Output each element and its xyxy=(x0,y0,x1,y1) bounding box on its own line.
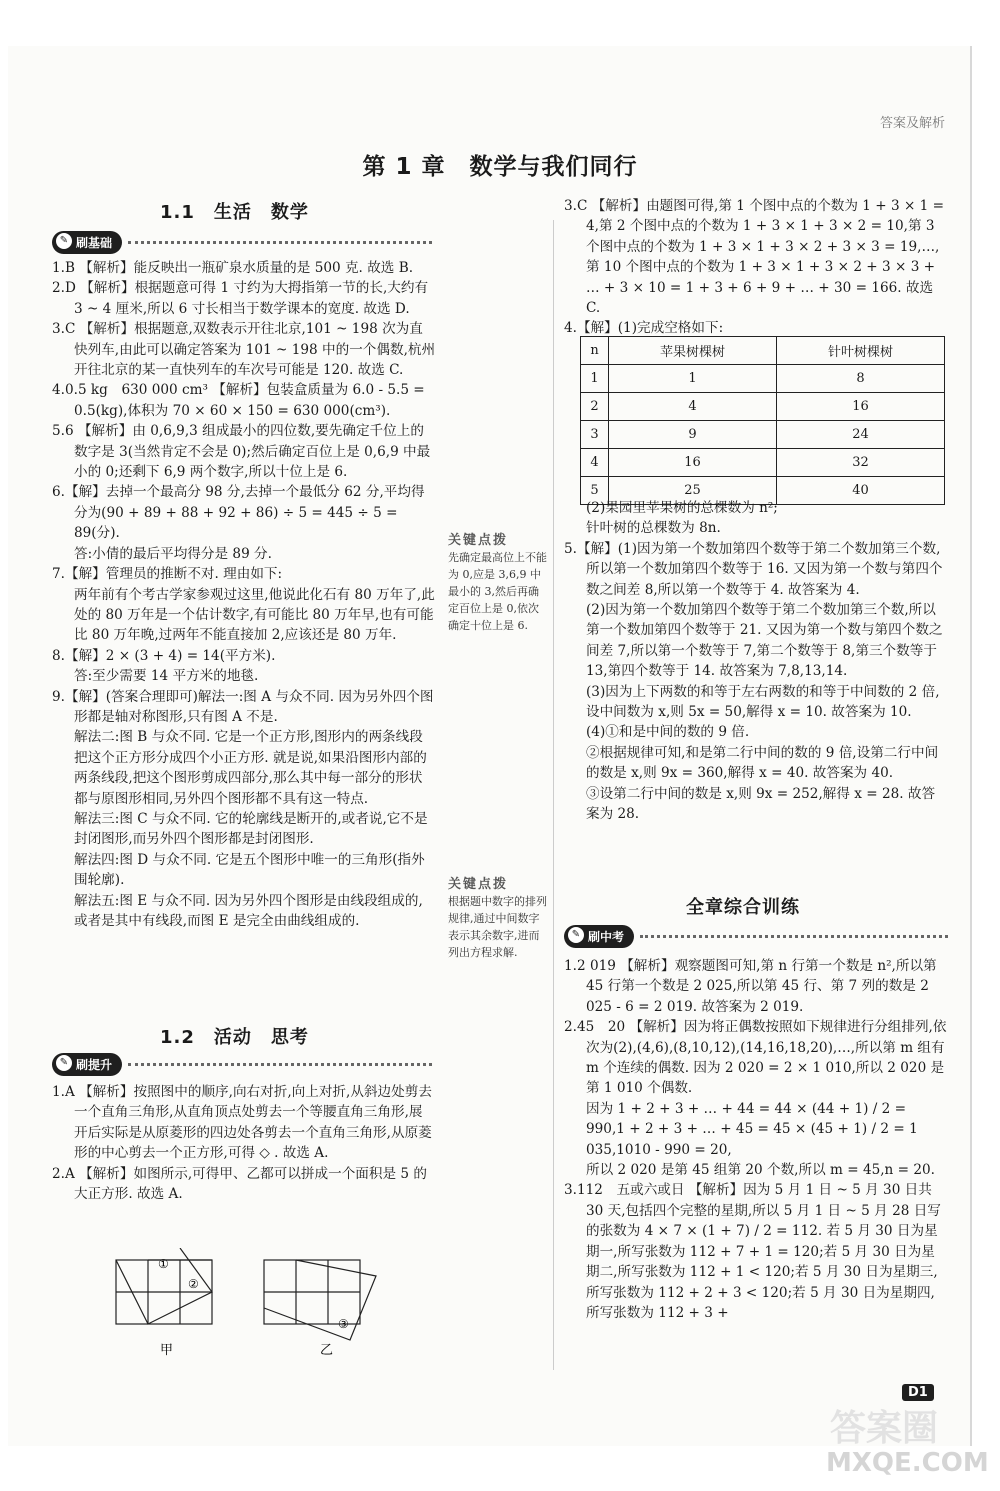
table-row: 1 1 8 xyxy=(581,365,945,393)
table-row: 4 16 32 xyxy=(581,449,945,477)
fig-label-yi: 乙 xyxy=(320,1343,334,1358)
running-header: 答案及解析 xyxy=(879,116,945,131)
answer-item: 5.【解】(1)因为第一个数加第四个数等于第二个数加第三个数,所以第一个数加第四个数等于 16. 又因为第一个数与第四个数之间差 8,所以第一个数等于 4. 故答案为 4. xyxy=(564,540,943,598)
pencil-icon: ✎ xyxy=(56,1055,72,1071)
fig-label-1: ① xyxy=(158,1257,169,1271)
left-answers-1 xyxy=(52,258,436,931)
table-header-row: n 苹果树棵树 针叶树棵树 xyxy=(581,337,945,365)
left-answers-2 xyxy=(52,1082,436,1204)
right-answers-3 xyxy=(564,956,948,1323)
answer-item: 所以 2 020 是第 45 组第 20 个数,所以 m = 45,n = 20. xyxy=(586,1162,935,1179)
answer-item: 解法三:图 C 与众不同. 它的轮廓线是断开的,或者说,它不是封闭图形,而另外四个图形都是封闭图形. xyxy=(74,810,428,848)
answer-item: 2.A 【解析】如图所示,可得甲、乙都可以拼成一个面积是 5 的大正方形. 故选 A. xyxy=(52,1165,427,1203)
answer-item: 答:至少需要 14 平方米的地毯. xyxy=(74,668,259,685)
right-answers-1 xyxy=(564,196,948,339)
answer-item: 8.【解】2 × (3 + 4) = 14(平方米). xyxy=(52,647,276,664)
answer-item: 2.D 【解析】根据题意可得 1 寸约为大拇指第一节的长,大约有 3 ~ 4 厘米,所以 6 寸长相当于数学课本的宽度. 故选 D. xyxy=(52,280,429,317)
column-divider xyxy=(553,220,554,1370)
page-number: D1 xyxy=(902,1384,934,1401)
answer-item: 3.C 【解析】由题图可得,第 1 个图中点的个数为 1 + 3 × 1 = 4,第 2 个图中点的个数为 1 + 3 × 1 + 3 × 2 = 10,第 3 个图中点的个数为 1 + 3 × 1 + 3 × 2 + 3 × 3 = 19,…,第 10 个图中点的个数为 1 + 3 × 1 + 3 × 2 + 3 × 3 + … + 3 × 10 = 1 + 3 + 6 + 9 + … + 30 = 166. 故选 C. xyxy=(564,198,945,317)
answer-item: 针叶树的总棵数为 8n. xyxy=(586,520,721,537)
answer-item: 4.0.5 kg 630 000 cm³ 【解析】包装盒质量为 6.0 - 5.5 = 0.5(kg),体积为 70 × 60 × 150 = 630 000(cm³). xyxy=(52,382,425,419)
right-answers-2 xyxy=(564,498,948,825)
answer-item: 5.6 【解析】由 0,6,9,3 组成最小的四位数,要先确定千位上的数字是 3(当然肯定不会是 0);然后确定百位上是 0,6,9 中最小的 0;还剩下 6,9 两个数字,所以十位上是 6. xyxy=(52,423,431,481)
watermark-logo: 答案圈 xyxy=(830,1408,939,1449)
answer-item: 1.2 019 【解析】观察题图可知,第 n 行第一个数是 n²,所以第 45 行第一个数是 2 025,所以第 45 行、第 7 列的数是 2 025 - 6 = 2 019. 故答案为 2 019. xyxy=(564,958,937,1015)
jigsaw-figure xyxy=(110,1248,440,1360)
fig-label-2: ② xyxy=(188,1277,199,1291)
answer-item: (4)①和是中间的数的 9 倍. xyxy=(586,724,750,741)
answer-item: (2)果园里苹果树的总棵数为 n²; xyxy=(586,500,778,516)
answer-item: ③设第二行中间的数是 x,则 9x = 252,解得 x = 28. 故答案为 28. xyxy=(586,785,936,823)
answer-item: ②根据规律可知,和是第二行中间的数的 9 倍,设第二行中间的数是 x,则 9x = 360,解得 x = 40. 故答案为 40. xyxy=(586,744,939,782)
pencil-icon: ✎ xyxy=(56,233,72,249)
answer-item: 9.【解】(答案合理即可)解法一:图 A 与众不同. 因为另外四个图形都是轴对称图形,只有图 A 不是. xyxy=(52,688,434,725)
fig-label-jia: 甲 xyxy=(160,1343,174,1358)
answer-item: 两年前有个考古学家参观过这里,他说此化石有 80 万年了,此处的 80 万年是一个估计数字,有可能比 80 万年早,也有可能比 80 万年晚,过两年不能直接加 2,应该还是 80 万年. xyxy=(74,586,435,644)
answer-item: 解法五:图 E 与众不同. 因为另外四个图形是由线段组成的,或者是其中有线段,而图 E 是完全由曲线组成的. xyxy=(74,892,423,929)
fig-label-3: ③ xyxy=(338,1317,349,1331)
section-title-1-1: 1.1 生活 数学 xyxy=(160,202,309,223)
answer-item: 因为 1 + 2 + 3 + … + 44 = 44 × (44 + 1) / 2 = 990,1 + 2 + 3 + … + 45 = 45 × (45 + 1) / 2 = 1 035,1010 - 990 = 20, xyxy=(586,1100,918,1158)
answer-item: (2)因为第一个数加第四个数等于第二个数加第三个数,所以第一个数加第四个数等于 21. 又因为第一个数与第四个数之间差 7,所以第一个数等于 7,第二个数等于 8,第三个数等于 13,第四个数等于 14. 故答案为 7,8,13,14. xyxy=(586,602,943,680)
watermark-url: MXQE.COM xyxy=(826,1448,989,1478)
answer-item: 3.C 【解析】根据题意,双数表示开往北京,101 ~ 198 次为直快列车,由此可以确定答案为 101 ~ 198 中的一个偶数,杭州开往北京的某一直快列车的车次号可能是 120. 故选 C. xyxy=(52,321,436,379)
table-row: 2 4 16 xyxy=(581,393,945,421)
answer-item: 4.【解】(1)完成空格如下: xyxy=(564,320,724,337)
key-tip-1: 关键点拨 先确定最高位上不能为 0,应是 3,6,9 中最小的 3,然后再确定百位上是 0,依次确定十位上是 6. xyxy=(448,533,547,632)
key-tip-2: 关键点拨 根据题中数字的排列规律,通过中间数字表示其余数字,进而列出方程求解. xyxy=(448,877,547,959)
answer-item: 1.A 【解析】按照图中的顺序,向右对折,向上对折,从斜边处剪去一个直角三角形,从直角顶点处剪去一个等腰直角三角形,展开后实际是从原菱形的四边处各剪去一个直角三角形,从原菱形的中心剪去一个正方形,可得 ◇ . 故选 A. xyxy=(52,1084,432,1162)
answer-item: 3.112 五或六或日 【解析】因为 5 月 1 日 ~ 5 月 30 日共 30 天,包括四个完整的星期,所以 5 月 1 日 ~ 5 月 28 日写的张数为 4 × 7 × (1 + 7) / 2 = 112. 若 5 月 30 日为星期一,所写张数为 112 + 7 + 1 = 120;若 5 月 30 日为星期二,所写张数为 112 + 1 < 120;若 5 月 30 日为星期三,所写张数为 112 + 2 + 3 < 120;若 5 月 30 日为星期四,所写张数为 112 + 3 + xyxy=(564,1182,941,1321)
tree-table xyxy=(580,336,945,505)
answer-item: 解法四:图 D 与众不同. 它是五个图形中唯一的三角形(指外围轮廓). xyxy=(74,851,425,889)
answer-item: 7.【解】管理员的推断不对. 理由如下: xyxy=(52,566,283,583)
answer-item: 解法二:图 B 与众不同. 它是一个正方形,图形内的两条线段把这个正方形分成四个小正方形. 就是说,如果沿图形内部的两条线段,把这个图形剪成四部分,那么其中每一部分的形状都与原图形相同,另外四个图形都不具有这一特点. xyxy=(74,729,427,807)
section-title-1-2: 1.2 活动 思考 xyxy=(160,1027,309,1048)
badge-zhongkao: ✎ 刷中考 xyxy=(564,924,948,948)
answer-item: (3)因为上下两数的和等于左右两数的和等于中间数的 2 倍,设中间数为 x,则 5x = 50,解得 x = 10. 故答案为 10. xyxy=(586,683,940,721)
answer-item: 答:小倩的最后平均得分是 89 分. xyxy=(74,545,272,562)
answer-item: 6.【解】去掉一个最高分 98 分,去掉一个最低分 62 分,平均得分为(90 + 89 + 88 + 92 + 86) ÷ 5 = 445 ÷ 5 = 89(分). xyxy=(52,484,425,542)
table-row: 5 25 40 xyxy=(581,477,945,505)
chapter-title: 第 1 章 数学与我们同行 xyxy=(362,154,638,180)
answer-item: 1.B 【解析】能反映出一瓶矿泉水质量的是 500 克. 故选 B. xyxy=(52,260,414,276)
answer-item: 2.45 20 【解析】因为将正偶数按照如下规律进行分组排列,依次为(2),(4,6),(8,10,12),(14,16,18,20),…,所以第 m 组有 m 个连续的偶数. 因为 2 020 = 2 × 1 010,所以 2 020 是第 1 010 个偶数. xyxy=(564,1019,947,1097)
badge-tisheng: ✎ 刷提升 xyxy=(52,1052,432,1076)
pencil-icon: ✎ xyxy=(568,927,584,943)
section-title-all: 全章综合训练 xyxy=(686,897,800,918)
table-row: 3 9 24 xyxy=(581,421,945,449)
badge-jichu: ✎ 刷基础 xyxy=(52,230,432,254)
